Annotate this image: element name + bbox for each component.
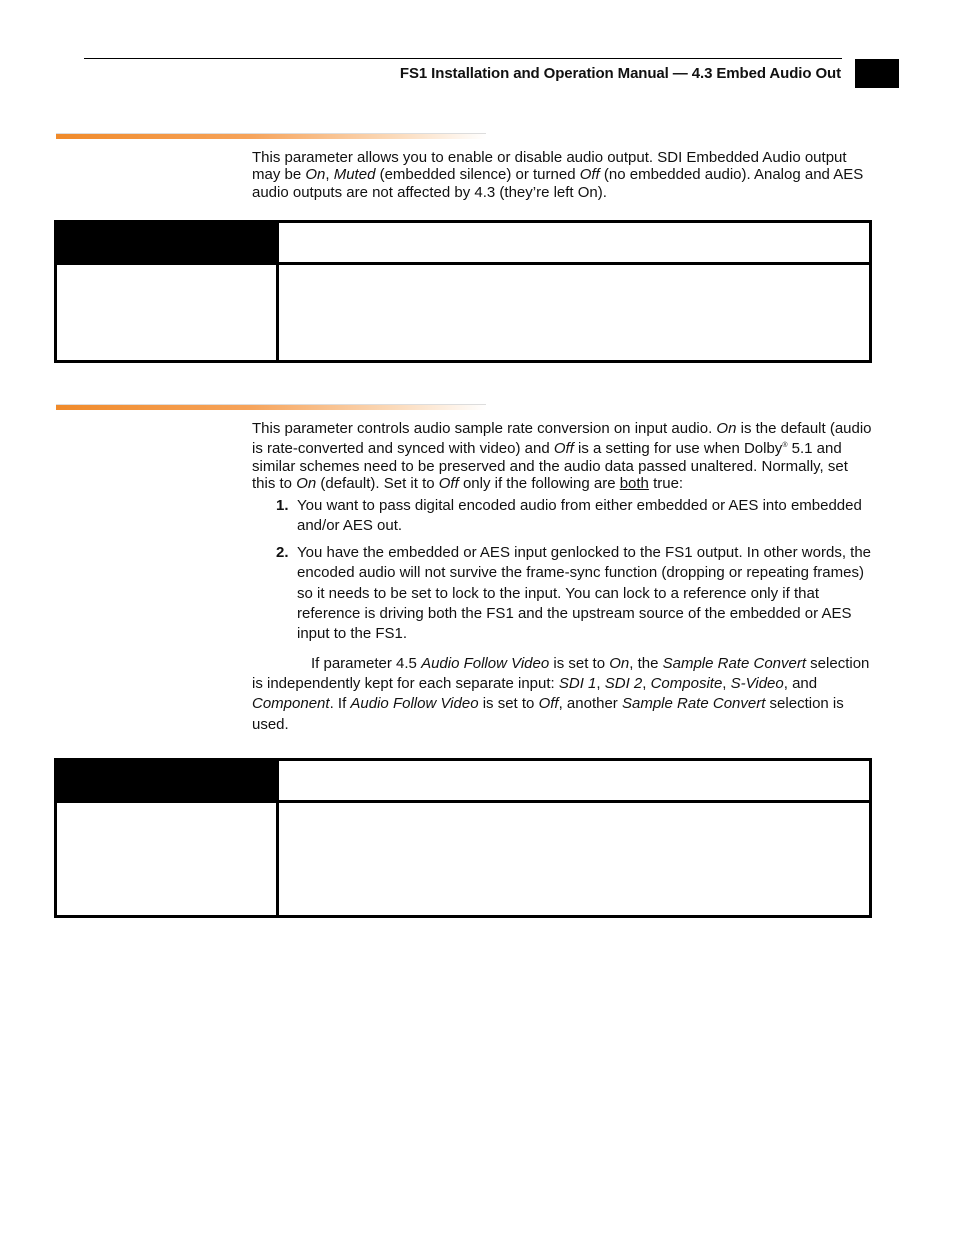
text-run-italic: On bbox=[296, 474, 317, 492]
list-item-number: 2. bbox=[276, 543, 289, 561]
table-cell bbox=[57, 265, 279, 363]
text-run: is set to bbox=[478, 695, 539, 713]
text-run-italic: Audio Follow Video bbox=[350, 695, 479, 713]
table-cell bbox=[57, 803, 279, 918]
list-item-text: You have the embedded or AES input genlocked to the FS1 output. In other words, the encoded audio will not survive the frame-sync function (dropping or repeating frames) so it needs to be set to lock to the input. You can lock to a reference only if that reference is driving both the FS1 and the upstream source of the embedded or AES input to the FS1. bbox=[297, 543, 872, 643]
header-rule bbox=[84, 58, 842, 59]
text-run-italic: Composite bbox=[650, 675, 723, 693]
table-cell bbox=[279, 803, 869, 918]
text-run-italic: S-Video bbox=[730, 675, 784, 693]
list-item bbox=[276, 496, 876, 537]
text-run: , bbox=[325, 166, 334, 184]
table-header-cell bbox=[279, 761, 869, 800]
page-number-tab bbox=[855, 59, 899, 88]
text-run: This parameter allows you to enable or disable audio output. SDI Embedded Audio output may be bbox=[252, 149, 847, 184]
table-header-cell bbox=[57, 223, 279, 262]
text-run: , another bbox=[558, 695, 622, 713]
text-run-italic: Component bbox=[252, 695, 330, 713]
parameter-table-header-row bbox=[57, 761, 869, 803]
section2-note bbox=[252, 654, 872, 735]
text-run-italic: On bbox=[305, 166, 326, 184]
text-run-italic: On bbox=[609, 655, 630, 672]
section-accent-rule bbox=[56, 404, 486, 410]
text-run: (default). Set it to bbox=[316, 474, 439, 492]
table-cell bbox=[279, 265, 869, 363]
section2-intro bbox=[252, 420, 872, 492]
text-run-italic: Off bbox=[438, 474, 459, 492]
text-run-italic: Audio Follow Video bbox=[421, 655, 550, 672]
parameter-table-row bbox=[57, 265, 869, 363]
list-item bbox=[276, 543, 876, 645]
text-run: (embedded silence) or turned bbox=[375, 166, 580, 184]
text-run-italic: Sample Rate Convert bbox=[621, 695, 766, 713]
text-run: , and bbox=[783, 675, 818, 693]
parameter-table bbox=[54, 758, 872, 918]
text-run-underlined: both bbox=[619, 474, 649, 492]
text-run: is a setting for use when Dolby bbox=[573, 440, 783, 458]
text-run-italic: Muted bbox=[333, 166, 376, 184]
text-run: only if the following are bbox=[458, 474, 620, 492]
parameter-table-header-row bbox=[57, 223, 869, 265]
text-run: (no embedded audio). Analog and AES audio outputs are not affected by 4.3 (they’re left On). bbox=[252, 166, 864, 201]
text-run-italic: SDI 1 bbox=[558, 675, 597, 693]
text-run: . If bbox=[329, 695, 351, 713]
page-header-title: FS1 Installation and Operation Manual — 4.3 Embed Audio Out bbox=[399, 65, 841, 82]
text-run: If parameter 4.5 bbox=[311, 655, 422, 672]
text-run: true: bbox=[648, 474, 684, 492]
section-accent-rule bbox=[56, 133, 486, 139]
text-run-italic: Sample Rate Convert bbox=[662, 655, 807, 672]
text-run: , bbox=[596, 675, 605, 693]
parameter-table bbox=[54, 220, 872, 363]
text-run: , the bbox=[629, 655, 663, 672]
text-run: is the default (audio is rate-converted and synced with video) and bbox=[252, 420, 872, 458]
text-run: selection is independently kept for each separate input: bbox=[252, 655, 870, 693]
parameter-table-row bbox=[57, 803, 869, 918]
text-run-italic: Off bbox=[538, 695, 559, 713]
text-run-italic: Off bbox=[579, 166, 600, 184]
text-run: , bbox=[722, 675, 731, 693]
text-run: This parameter controls audio sample rate conversion on input audio. bbox=[252, 420, 717, 437]
registered-mark: ® bbox=[782, 442, 788, 450]
text-run-italic: Off bbox=[553, 440, 574, 458]
list-item-number: 1. bbox=[276, 497, 289, 514]
section1-intro bbox=[252, 149, 872, 201]
text-run: , bbox=[642, 675, 651, 693]
text-run: selection is used. bbox=[252, 695, 844, 733]
table-header-cell bbox=[279, 223, 869, 262]
text-run-italic: On bbox=[716, 420, 737, 437]
list-item-text: You want to pass digital encoded audio from either embedded or AES into embedded and/or AES out. bbox=[297, 497, 862, 535]
text-run: 5.1 and similar schemes need to be preserved and the audio data passed unaltered. Normally, set this to bbox=[252, 440, 848, 492]
table-header-cell bbox=[57, 761, 279, 800]
text-run: is set to bbox=[549, 655, 610, 672]
numbered-list bbox=[276, 496, 876, 645]
text-run-italic: SDI 2 bbox=[604, 675, 643, 693]
